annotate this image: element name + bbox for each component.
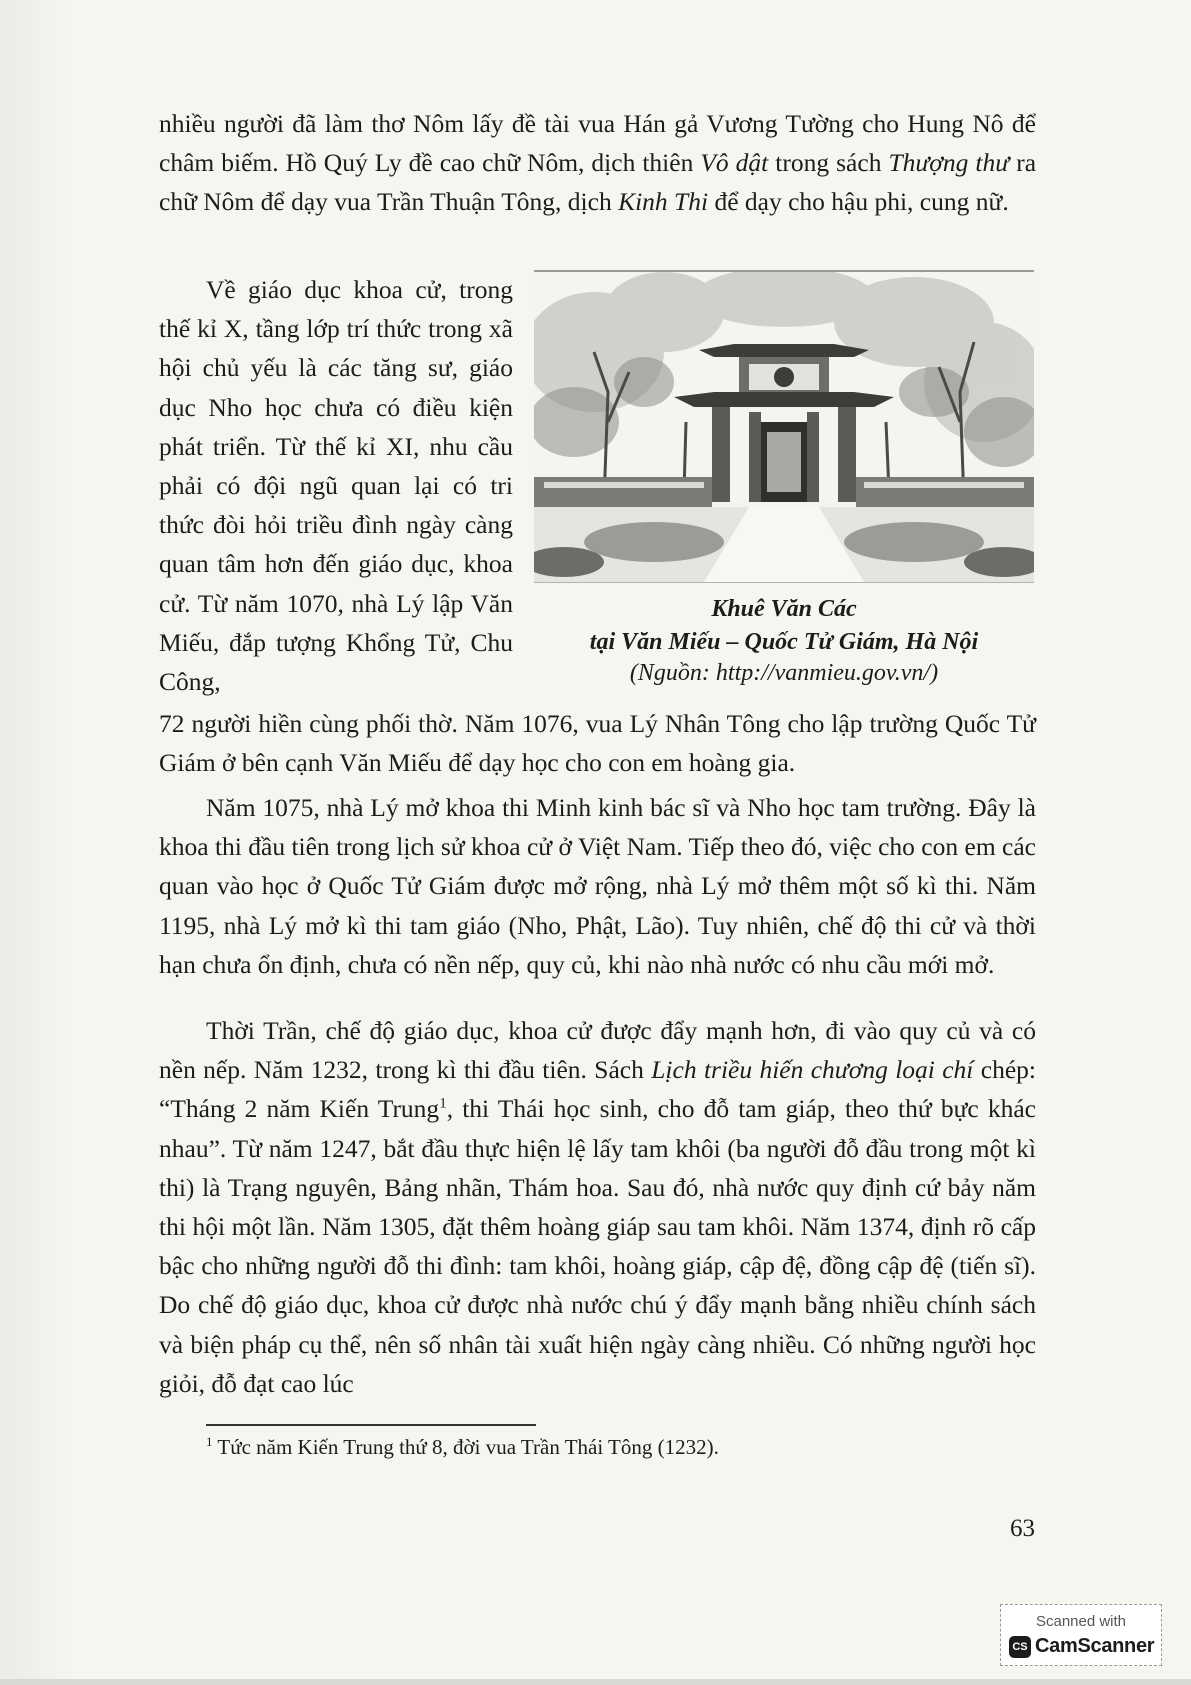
- footnote: [206, 1432, 719, 1462]
- figure-source: (Nguồn: http://vanmieu.gov.vn/): [629, 660, 939, 686]
- camscanner-brand: CamScanner: [1035, 1635, 1155, 1657]
- paragraph-1075: [159, 788, 1036, 984]
- paragraph-tran-dynasty: [159, 1011, 1036, 1403]
- paragraph-education-continued-text: 72 người hiền cùng phối thờ. Năm 1076, vua Lý Nhân Tông cho lập trường Quốc Tử Giám ở bên cạnh Văn Miếu để dạy học cho con em hoàng gia.: [159, 709, 1036, 778]
- paragraph-top-text-2: trong sách: [768, 148, 889, 178]
- footnote-text: Tức năm Kiến Trung thứ 8, đời vua Trần Thái Tông (1232).: [212, 1435, 719, 1459]
- figure-title: Khuê Văn Các: [711, 596, 857, 622]
- camscanner-badge: [1000, 1604, 1162, 1666]
- title-lich-trieu: Lịch triều hiến chương loại chí: [651, 1055, 974, 1085]
- paragraph-education-text: Về giáo dục khoa cử, trong thế kỉ X, tầng lớp trí thức trong xã hội chủ yếu là các tăng sư, giáo dục Nho học chưa có điều kiện phát triển. Từ thế kỉ XI, nhu cầu phải có đội ngũ quan lại có tri thức đòi hỏi triều đình ngày càng quan tâm hơn đến giáo dục, khoa cử. Từ năm 1070, nhà Lý lập Văn Miếu, đắp tượng Khổng Tử, Chu Công,: [159, 275, 513, 697]
- khue-van-cac-photo: [534, 270, 1034, 583]
- page-number: 63: [1010, 1515, 1035, 1542]
- footnote-divider: [206, 1424, 536, 1426]
- paragraph-top-text-4: để dạy cho hậu phi, cung nữ.: [708, 187, 1009, 217]
- paragraph-education-continued: [159, 704, 1036, 782]
- paragraph-education-wrapped: [159, 270, 513, 701]
- title-thuong-thu: Thượng thư: [888, 148, 1010, 178]
- paragraph-top: [159, 104, 1036, 222]
- paragraph-1075-text: Năm 1075, nhà Lý mở khoa thi Minh kinh bác sĩ và Nho học tam trường. Đây là khoa thi đầu tiên trong lịch sử khoa cử ở Việt Nam. Tiếp theo đó, việc cho con em các quan vào học ở Quốc Tử Giám được mở rộng, nhà Lý mở thêm một số kì thi. Năm 1195, nhà Lý mở kì thi tam giáo (Nho, Phật, Lão). Tuy nhiên, chế độ thi cử và thời hạn chưa ổn định, chưa có nền nếp, quy củ, khi nào nhà nước có nhu cầu mới mở.: [159, 793, 1036, 979]
- title-kinh-thi: Kinh Thi: [618, 187, 709, 217]
- figure-place: tại Văn Miếu – Quốc Tử Giám, Hà Nội: [589, 629, 979, 655]
- footnote-reference: 1: [439, 1095, 447, 1112]
- page-bottom-edge: [0, 1679, 1191, 1685]
- paragraph-top-text-3: ra chữ Nôm để dạy vua Trần Thuận Tông, dịch: [159, 148, 1037, 217]
- scanned-with-label: Scanned with: [1035, 1613, 1127, 1630]
- page-edge-shadow: [0, 0, 72, 1685]
- paragraph-top-text: nhiều người đã làm thơ Nôm lấy đề tài vua Hán gả Vương Tường cho Hung Nô để châm biếm. Hồ Quý Ly đề cao chữ Nôm, dịch thiên: [159, 109, 1036, 178]
- footnote-marker: 1: [206, 1434, 213, 1449]
- title-vo-dat: Vô dật: [700, 148, 769, 178]
- camscanner-logo-icon: CS: [1009, 1636, 1031, 1658]
- paragraph-tran-text-3: , thi Thái học sinh, cho đỗ tam giáp, theo thứ bực khác nhau”. Từ năm 1247, bắt đầu thực hiện lệ lấy tam khôi (ba người đỗ đầu trong một kì thi) là Trạng nguyên, Bảng nhãn, Thám hoa. Sau đó, nhà nước quy định cứ bảy năm thi hội một lần. Năm 1305, đặt thêm hoàng giáp sau tam khôi. Năm 1374, định rõ cấp bậc cho những người đỗ thi đình: tam khôi, hoàng giáp, cập đệ, đồng cập đệ (tiến sĩ). Do chế độ giáo dục, khoa cử được nhà nước chú ý đẩy mạnh bằng nhiều chính sách và biện pháp cụ thể, nên số nhân tài xuất hiện ngày càng nhiều. Có những người học giỏi, đỗ đạt cao lúc: [159, 1094, 1036, 1398]
- paragraph-tran-text-2: chép: “Tháng 2 năm Kiến Trung: [159, 1055, 1036, 1124]
- paragraph-tran-text-1: Thời Trần, chế độ giáo dục, khoa cử được đẩy mạnh hơn, đi vào quy củ và có nền nếp. Năm 1232, trong kì thi đầu tiên. Sách: [159, 1016, 1036, 1085]
